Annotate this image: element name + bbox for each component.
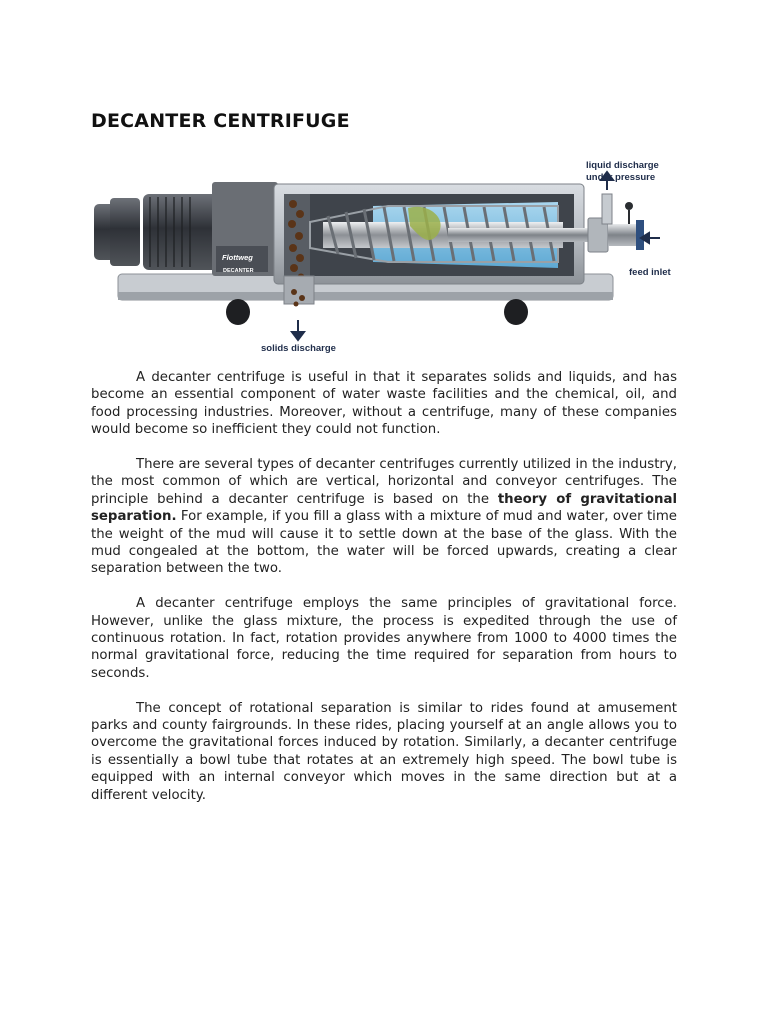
paragraph-2-text-b: For example, if you fill a glass with a mixture of mud and water, over time the weight of the mud will cause it to settle down at the base of the glass. With the mud congealed at the bottom, the water will be forced upwards, creating a clear separation between the two.	[91, 509, 677, 577]
paragraph-1: A decanter centrifuge is useful in that it separates solids and liquids, and has become an essential component of water waste facilities and the chemical, oil, and food processing industries. Moreover, without a centrifuge, many of these companies would become so inefficient they could not function.	[91, 370, 677, 438]
decanter-illustration	[88, 152, 688, 362]
paragraph-4: The concept of rotational separation is similar to rides found at amusement parks and county fairgrounds. In these rides, placing yourself at an angle allows you to overcome the gravitational forces induced by rotation. Similarly, a decanter centrifuge is essentially a bowl tube that rotates at an extremely high speed. The bowl tube is equipped with an internal conveyor which moves in the same direction but at a different velocity.	[91, 700, 677, 803]
feed-inlet-label: feed inlet	[629, 267, 671, 278]
paragraph-3: A decanter centrifuge employs the same principles of gravitational force. However, unlike the glass mixture, the process is expedited through the use of continuous rotation. In fact, rotation provides anywhere from 1000 to 4000 times the normal gravitational force, reducing the time required for separation from hours to seconds.	[91, 596, 677, 681]
article-body	[91, 369, 677, 822]
brand-tag: DECANTER	[223, 268, 254, 274]
paragraph-2-text-a: There are several types of decanter centrifuges currently utilized in the industry, the most common of which are vertical, horizontal and conveyor centrifuges. The principle behind a decanter centrifuge is based on the	[91, 457, 677, 507]
liquid-discharge-label-2: under pressure	[586, 172, 656, 183]
paragraph-2-bold-term: theory of gravitational separation.	[91, 491, 677, 525]
brand-label: Flottweg	[222, 253, 253, 262]
liquid-discharge-label-1: liquid discharge	[586, 160, 659, 171]
page-title: DECANTER CENTRIFUGE	[91, 110, 350, 132]
paragraph-2	[91, 456, 677, 578]
decanter-centrifuge-diagram	[88, 152, 688, 362]
solids-discharge-label: solids discharge	[261, 343, 336, 354]
